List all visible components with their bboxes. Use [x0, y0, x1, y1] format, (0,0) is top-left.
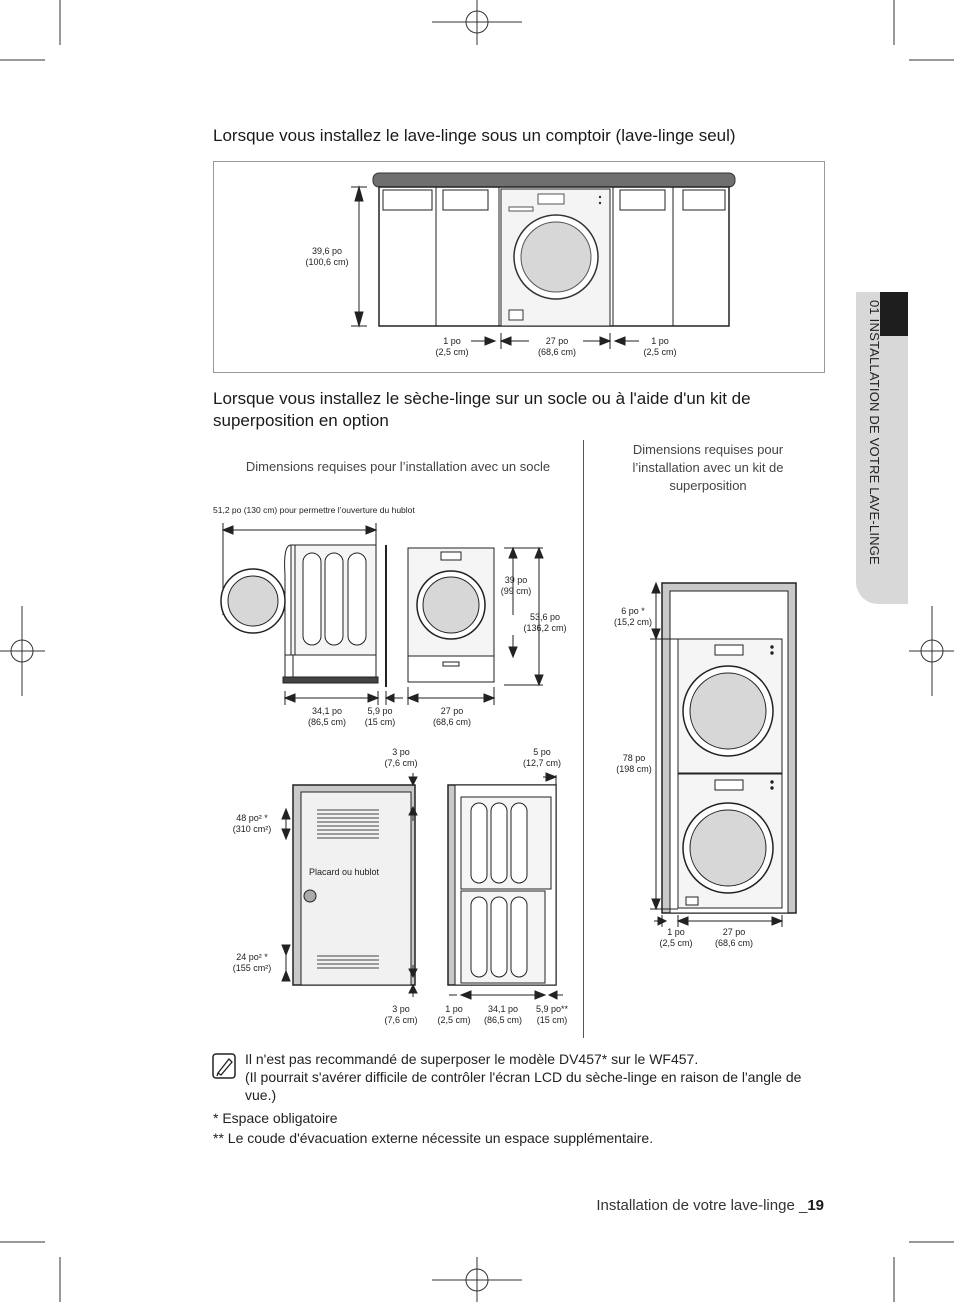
- section-title-counter: Lorsque vous installez le lave-linge sous un comptoir (lave-linge seul): [213, 126, 736, 145]
- counter-width-label: 27 po (68,6 cm): [537, 336, 576, 357]
- chapter-tab: [856, 292, 908, 604]
- stack-gap-label: 1 po (2,5 cm): [659, 927, 693, 948]
- side-top-label: 5 po (12,7 cm): [522, 747, 561, 768]
- side-gap-label: 1 po (2,5 cm): [437, 1004, 471, 1025]
- chapter-tab-marker: [880, 292, 908, 336]
- footer-title: Installation de votre lave-linge _: [596, 1197, 808, 1214]
- closet-top-label: 3 po (7,6 cm): [384, 747, 418, 768]
- stack-width-label: 27 po (68,6 cm): [714, 927, 753, 948]
- page-number: 19: [807, 1197, 824, 1214]
- side-rear-label: 5,9 po** (15 cm): [535, 1004, 569, 1025]
- stack-top-label: 6 po * (15,2 cm): [613, 606, 652, 627]
- door-clearance-label: 51,2 po (130 cm) pour permettre l’ouverture du hublot: [213, 505, 415, 515]
- note-text: Il n'est pas recommandé de superposer le modèle DV457* sur le WF457. (Il pourrait s'avérer difficile de contrôler l'écran LCD du sèche-linge en raison de l'angle de vue.): [245, 1051, 802, 1103]
- chapter-tab-label: 01 INSTALLATION DE VOTRE LAVE-LINGE: [867, 300, 882, 565]
- depth-label: 34,1 po (86,5 cm): [307, 706, 346, 727]
- vent-bottom-label: 24 po² * (155 cm²): [232, 952, 272, 973]
- stack-height-label: 78 po (198 cm): [616, 753, 652, 774]
- closet-bottom-label: 3 po (7,6 cm): [384, 1004, 418, 1025]
- note-pencil-icon: [212, 1053, 236, 1079]
- side-depth-label: 34,1 po (86,5 cm): [483, 1004, 522, 1025]
- front-h1-label: 39 po (99 cm): [500, 575, 532, 596]
- pedestal-caption: Dimensions requises pour l’installation avec un socle: [245, 459, 551, 474]
- front-h2-label: 53,6 po (136,2 cm): [523, 612, 567, 633]
- counter-gap-right-label: 1 po (2,5 cm): [643, 336, 677, 357]
- page-footer: [596, 1197, 824, 1214]
- front-width-label: 27 po (68,6 cm): [432, 706, 471, 727]
- counter-gap-left-label: 1 po (2,5 cm): [435, 336, 469, 357]
- section-title-pedestal: Lorsque vous installez le sèche-linge sur un socle ou à l'aide d'un kit de superposition en option: [213, 389, 751, 430]
- footnote-required: * Espace obligatoire: [213, 1110, 338, 1126]
- column-divider: [583, 440, 584, 1038]
- counter-height-label: 39,6 po (100,6 cm): [305, 246, 349, 267]
- vent-top-label: 48 po² * (310 cm²): [232, 813, 272, 834]
- closet-label: Placard ou hublot: [309, 867, 380, 877]
- stack-caption: Dimensions requises pour l’installation avec un kit de superposition: [632, 442, 784, 493]
- footnote-exhaust: ** Le coude d'évacuation externe nécessite un espace supplémentaire.: [213, 1130, 654, 1146]
- rear-label: 5,9 po (15 cm): [364, 706, 396, 727]
